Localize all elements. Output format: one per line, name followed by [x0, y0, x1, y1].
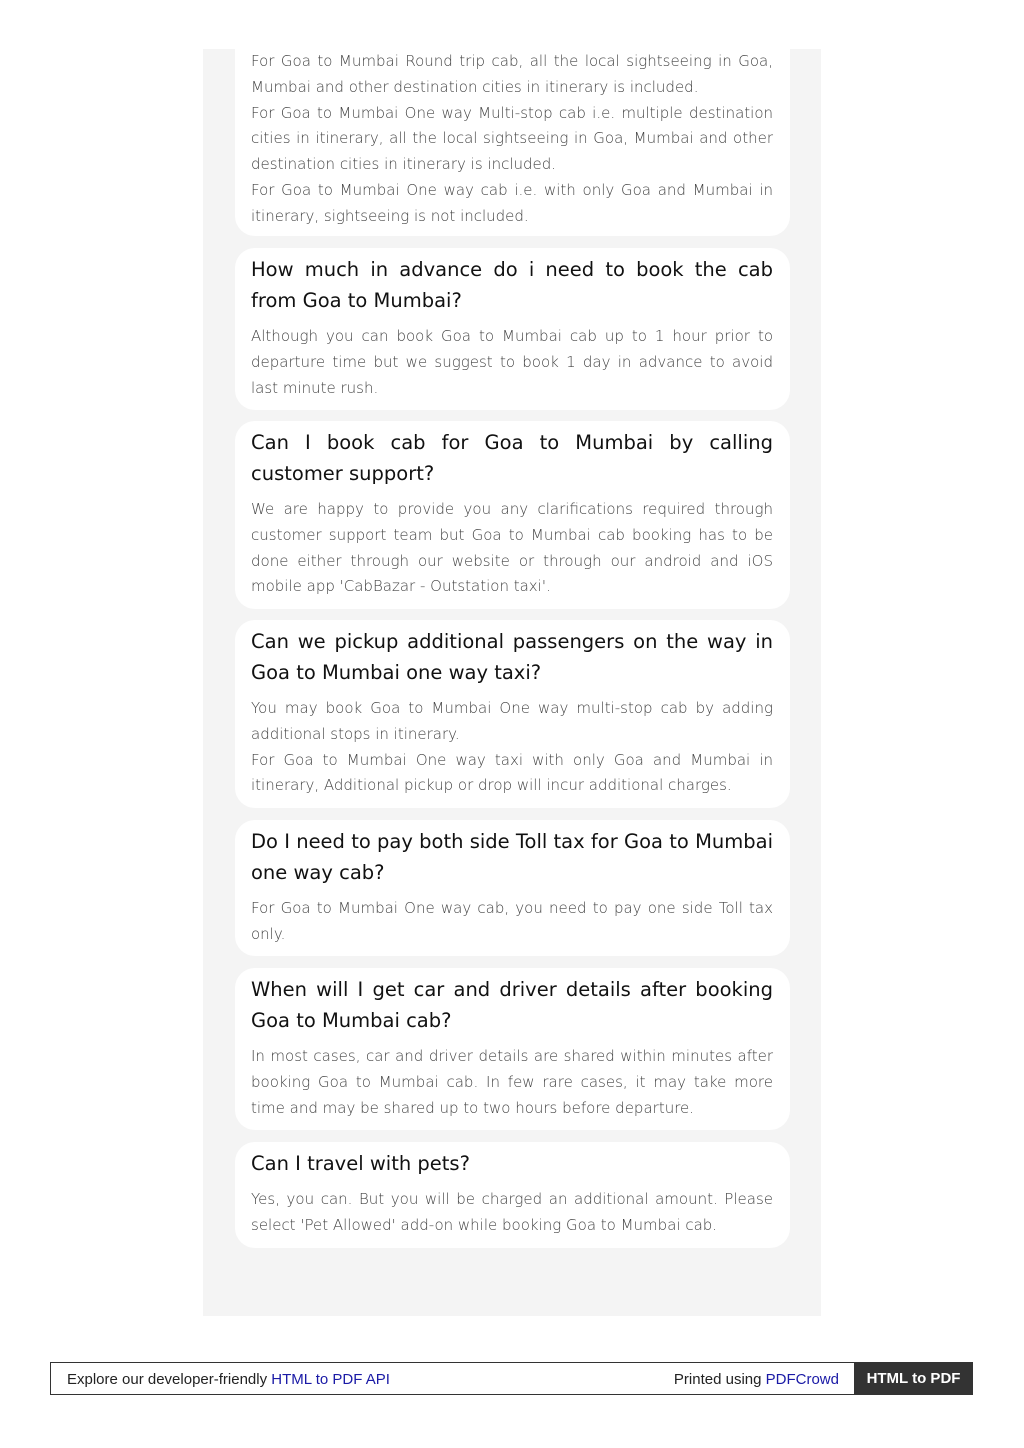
faq-answer: For Goa to Mumbai Round trip cab, all the local sightseeing in Goa, Mumbai and other destination cities in itinerary is included. [251, 52, 773, 96]
faq-card-advance-booking [235, 248, 790, 410]
faq-answer: For Goa to Mumbai One way taxi with only Goa and Mumbai in itinerary, Additional pickup or drop will incur additional charges. [251, 750, 773, 795]
faq-answer: For Goa to Mumbai One way Multi-stop cab i.e. multiple destination cities in itinerary, all the local sightseeing in Goa, Mumbai and other destination cities in itinerary is included. [251, 103, 773, 174]
pdfcrowd-footer [50, 1362, 973, 1395]
faq-question: Can I book cab for Goa to Mumbai by calling customer support? [251, 431, 773, 485]
faq-answer: You may book Goa to Mumbai One way multi-stop cab by adding additional stops in itinerary. [251, 699, 773, 743]
footer-printed-text: Printed using [673, 1371, 762, 1388]
faq-answer: In most cases, car and driver details are shared within minutes after booking Goa to Mumbai cab. In few rare cases, it may take more time and may be shared up to two hours before departure. [251, 1047, 773, 1117]
faq-card-customer-support [235, 421, 790, 609]
faq-card-additional-passengers [235, 620, 790, 808]
footer-printed [674, 1371, 839, 1388]
faq-answer: For Goa to Mumbai One way cab i.e. with only Goa and Mumbai in itinerary, sightseeing is not included. [251, 180, 773, 225]
faq-card-driver-details [235, 968, 790, 1130]
faq-card-pets [235, 1142, 790, 1248]
faq-answer: Although you can book Goa to Mumbai cab up to 1 hour prior to departure time but we suggest to book 1 day in advance to avoid last minute rush. [251, 327, 773, 397]
faq-answer: We are happy to provide you any clarifications required through customer support team but Goa to Mumbai cab booking has to be done either through our website or through our android and iOS mobile app 'CabBazar - Outstation taxi'. [251, 500, 773, 596]
faq-question: How much in advance do i need to book the cab from Goa to Mumbai? [251, 258, 773, 312]
html-to-pdf-button[interactable]: HTML to PDF [854, 1362, 973, 1395]
pdfcrowd-link[interactable]: PDFCrowd [765, 1371, 839, 1388]
html-to-pdf-api-link[interactable]: HTML to PDF API [271, 1371, 390, 1388]
faq-question: Can we pickup additional passengers on the way in Goa to Mumbai one way taxi? [251, 630, 773, 684]
faq-answer: For Goa to Mumbai One way cab, you need to pay one side Toll tax only. [251, 899, 773, 943]
faq-answer: Yes, you can. But you will be charged an additional amount. Please select 'Pet Allowed' add-on while booking Goa to Mumbai cab. [251, 1190, 773, 1234]
faq-card-toll-tax [235, 820, 790, 956]
faq-question: Can I travel with pets? [251, 1152, 470, 1175]
faq-question: When will I get car and driver details after booking Goa to Mumbai cab? [251, 978, 773, 1032]
footer-explore-text: Explore our developer-friendly [67, 1371, 268, 1388]
faq-question: Do I need to pay both side Toll tax for Goa to Mumbai one way cab? [251, 830, 773, 884]
faq-card-sightseeing [235, 49, 790, 236]
footer-explore [67, 1371, 390, 1388]
